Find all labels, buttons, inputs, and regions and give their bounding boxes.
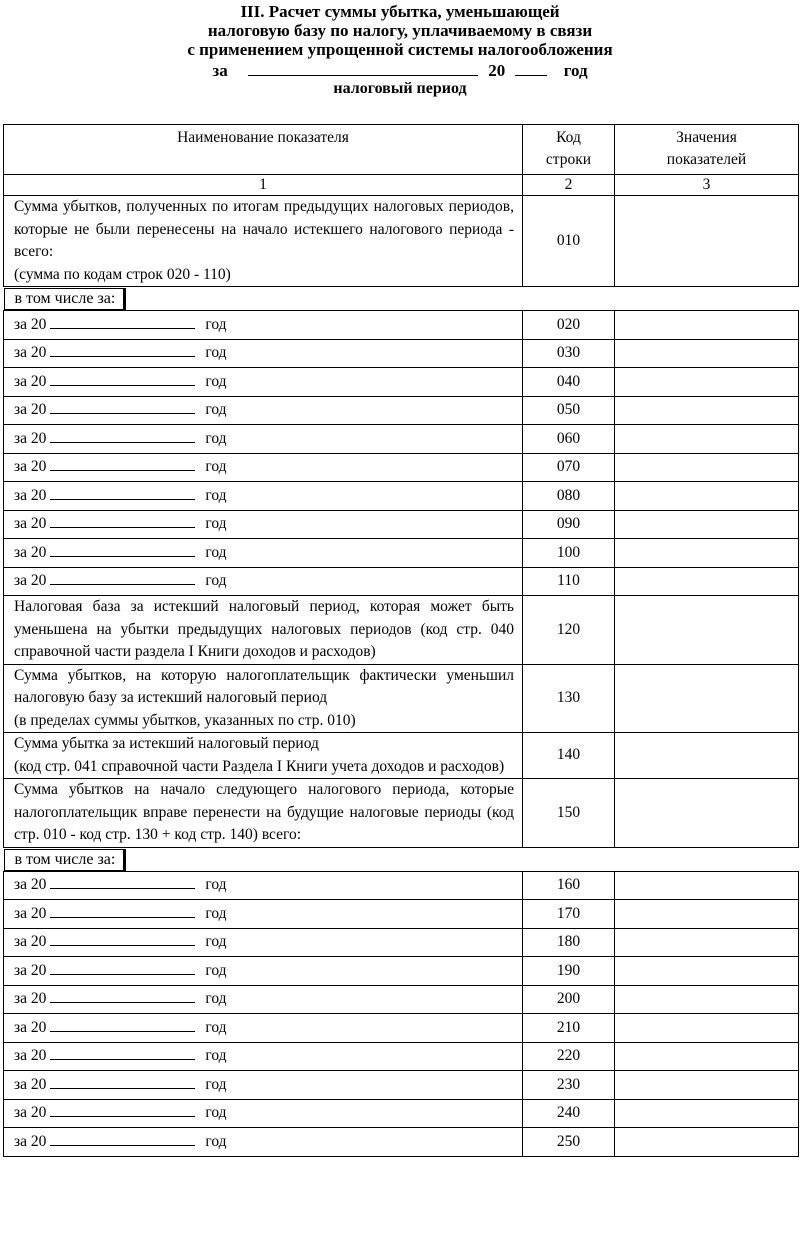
row-name xyxy=(4,985,523,1014)
year-prefix: за 20 xyxy=(14,572,47,589)
row-name xyxy=(4,849,124,870)
table-row xyxy=(4,1042,799,1071)
row-name xyxy=(4,539,523,568)
row-name-text: Сумма убытка за истекший налоговый период xyxy=(14,735,319,752)
year-prefix: за 20 xyxy=(14,876,47,893)
row-value-cell[interactable] xyxy=(125,289,126,310)
section-title-line-2: налоговую базу по налогу, уплачиваемому в связи xyxy=(207,21,593,40)
row-value-cell[interactable] xyxy=(615,396,799,425)
row-code: 120 xyxy=(523,596,615,665)
year-suffix: год xyxy=(205,990,227,1007)
col-number-1: 1 xyxy=(4,175,523,196)
row-code: 030 xyxy=(523,339,615,368)
year-prefix: за 20 xyxy=(14,1075,47,1093)
row-name xyxy=(4,482,523,511)
row-value-cell[interactable] xyxy=(615,985,799,1014)
table-row xyxy=(4,985,799,1014)
header-line-code xyxy=(523,125,615,175)
period-year-blank[interactable] xyxy=(515,59,547,76)
row-value-cell[interactable] xyxy=(615,596,799,665)
table-row xyxy=(4,900,799,929)
table-row xyxy=(4,849,523,871)
row-value-cell[interactable] xyxy=(615,957,799,986)
row-name-text: в том числе за: xyxy=(14,850,116,868)
row-value-cell[interactable] xyxy=(615,453,799,482)
year-blank[interactable] xyxy=(50,513,195,528)
row-name xyxy=(4,664,523,733)
year-blank[interactable] xyxy=(50,1074,195,1089)
table-row xyxy=(4,1128,799,1157)
row-name-text: Налоговая база за истекший налоговый период, которая может быть уменьшена на убытки предыдущих налоговых периодов (код стр. 040 справочной части раздела I Книги доходов и расходов) xyxy=(14,598,514,660)
row-name-text: в том числе за: xyxy=(14,290,116,307)
period-line xyxy=(0,59,800,79)
row-value-cell[interactable] xyxy=(615,1014,799,1043)
row-code: 170 xyxy=(523,900,615,929)
row-value-cell[interactable] xyxy=(615,900,799,929)
year-suffix: год xyxy=(205,933,227,950)
year-prefix: за 20 xyxy=(14,429,47,447)
header-values-text: Значения показателей xyxy=(666,129,747,168)
row-value-cell[interactable] xyxy=(615,928,799,957)
table-row xyxy=(4,957,799,986)
section-title-line-3: с применением упрощенной системы налогообложения xyxy=(187,40,613,59)
header-indicator-name: Наименование показателя xyxy=(4,125,523,175)
table-row xyxy=(4,425,799,454)
header-values xyxy=(615,125,799,175)
table-row xyxy=(4,596,799,665)
year-suffix: год xyxy=(205,543,227,561)
row-code: 240 xyxy=(523,1099,615,1128)
table-row xyxy=(4,664,799,733)
row-code: 140 xyxy=(523,733,615,779)
year-suffix: год xyxy=(205,429,227,447)
row-name xyxy=(4,339,523,368)
row-code: 130 xyxy=(523,664,615,733)
year-blank[interactable] xyxy=(50,874,195,889)
row-value-cell[interactable] xyxy=(615,871,799,900)
row-code: 080 xyxy=(523,482,615,511)
year-suffix: год xyxy=(205,486,227,504)
row-name-text: (в пределах суммы убытков, указанных по стр. 010) xyxy=(14,711,356,729)
year-suffix: год xyxy=(205,572,227,589)
row-name-text: (сумма по кодам строк 020 - 110) xyxy=(14,265,231,283)
year-prefix: за 20 xyxy=(14,904,47,922)
col-number-2: 2 xyxy=(523,175,615,196)
row-code: 230 xyxy=(523,1071,615,1100)
year-blank[interactable] xyxy=(50,542,195,557)
row-name xyxy=(4,596,523,665)
year-prefix: за 20 xyxy=(14,372,47,390)
row-name-text: (код стр. 041 справочной части Раздела I Книги учета доходов и расходов) xyxy=(14,757,505,775)
year-prefix: за 20 xyxy=(14,1132,47,1150)
period-year-prefix: 20 xyxy=(488,61,506,80)
row-value-cell[interactable] xyxy=(615,196,799,287)
year-suffix: год xyxy=(205,1132,227,1150)
row-name xyxy=(4,928,523,957)
row-code: 100 xyxy=(523,539,615,568)
row-value-cell[interactable] xyxy=(125,849,126,870)
year-blank[interactable] xyxy=(50,1045,195,1060)
row-value-cell[interactable] xyxy=(615,1099,799,1128)
row-value-cell[interactable] xyxy=(615,368,799,397)
year-suffix: год xyxy=(205,1047,227,1064)
year-prefix: за 20 xyxy=(14,990,47,1007)
row-code: 070 xyxy=(523,453,615,482)
row-value-cell[interactable] xyxy=(615,733,799,779)
row-code: 020 xyxy=(523,311,615,340)
year-blank[interactable] xyxy=(50,342,195,357)
year-suffix: год xyxy=(205,515,227,532)
year-prefix: за 20 xyxy=(14,1047,47,1064)
row-code: 210 xyxy=(523,1014,615,1043)
row-name xyxy=(4,396,523,425)
table-row xyxy=(4,368,799,397)
year-suffix: год xyxy=(205,1018,227,1036)
year-prefix: за 20 xyxy=(14,933,47,950)
row-code: 160 xyxy=(523,871,615,900)
table-row xyxy=(4,871,799,900)
row-code: 180 xyxy=(523,928,615,957)
row-code: 010 xyxy=(523,196,615,287)
period-suffix: год xyxy=(563,61,588,80)
table-row xyxy=(4,453,799,482)
row-name xyxy=(4,1128,523,1157)
year-prefix: за 20 xyxy=(14,401,47,418)
row-name xyxy=(4,1099,523,1128)
year-prefix: за 20 xyxy=(14,315,47,333)
year-prefix: за 20 xyxy=(14,1104,47,1121)
year-blank[interactable] xyxy=(50,428,195,443)
row-value-cell[interactable] xyxy=(615,339,799,368)
year-prefix: за 20 xyxy=(14,543,47,561)
year-suffix: год xyxy=(205,961,227,979)
year-blank[interactable] xyxy=(50,988,195,1003)
row-name xyxy=(4,196,523,287)
year-suffix: год xyxy=(205,1104,227,1121)
table-row xyxy=(4,339,799,368)
row-code: 050 xyxy=(523,396,615,425)
row-name-text: Сумма убытков на начало следующего налогового периода, которые налогоплательщик вправе перенести на будущие налоговые периоды (код стр. 010 - код стр. 130 + код стр. 140) всего: xyxy=(14,781,514,843)
table-row xyxy=(4,928,799,957)
section-title-line-1: III. Расчет суммы убытка, уменьшающей xyxy=(240,2,560,21)
row-value-cell[interactable] xyxy=(615,1042,799,1071)
period-prefix: за xyxy=(212,61,228,80)
row-value-cell[interactable] xyxy=(615,664,799,733)
row-name xyxy=(4,368,523,397)
table-row xyxy=(4,482,799,511)
row-value-cell[interactable] xyxy=(615,425,799,454)
table-row xyxy=(4,733,799,779)
table-row xyxy=(4,567,799,596)
row-name xyxy=(4,1042,523,1071)
table-row xyxy=(4,311,799,340)
year-suffix: год xyxy=(205,315,227,333)
year-suffix: год xyxy=(205,401,227,418)
year-prefix: за 20 xyxy=(14,961,47,979)
table-row xyxy=(4,779,799,848)
year-blank[interactable] xyxy=(50,903,195,918)
row-name xyxy=(4,311,523,340)
year-blank[interactable] xyxy=(50,485,195,500)
year-prefix: за 20 xyxy=(14,515,47,532)
year-suffix: год xyxy=(205,458,227,475)
year-suffix: год xyxy=(205,904,227,922)
row-name xyxy=(4,453,523,482)
header-line-code-text: Код строки xyxy=(545,129,592,168)
table-row xyxy=(4,396,799,425)
row-code: 090 xyxy=(523,510,615,539)
table-row xyxy=(4,288,523,310)
year-blank[interactable] xyxy=(50,570,195,585)
row-name xyxy=(4,957,523,986)
section-header xyxy=(0,0,800,98)
year-prefix: за 20 xyxy=(14,344,47,361)
year-prefix: за 20 xyxy=(14,486,47,504)
year-suffix: год xyxy=(205,344,227,361)
year-blank[interactable] xyxy=(50,1131,195,1146)
year-prefix: за 20 xyxy=(14,458,47,475)
row-name xyxy=(4,510,523,539)
row-value-cell[interactable] xyxy=(615,779,799,848)
year-blank[interactable] xyxy=(50,314,195,329)
row-name xyxy=(4,1071,523,1100)
row-value-cell[interactable] xyxy=(615,539,799,568)
row-value-cell[interactable] xyxy=(615,510,799,539)
row-value-cell[interactable] xyxy=(615,482,799,511)
year-blank[interactable] xyxy=(50,1017,195,1032)
table-row xyxy=(4,196,799,287)
row-code: 190 xyxy=(523,957,615,986)
year-blank[interactable] xyxy=(50,931,195,946)
year-blank[interactable] xyxy=(50,1102,195,1117)
year-blank[interactable] xyxy=(50,960,195,975)
year-prefix: за 20 xyxy=(14,1018,47,1036)
row-code: 110 xyxy=(523,567,615,596)
row-name xyxy=(4,289,124,310)
row-code: 040 xyxy=(523,368,615,397)
year-suffix: год xyxy=(205,372,227,390)
row-name xyxy=(4,425,523,454)
row-name-text: Сумма убытков, на которую налогоплательщик фактически уменьшил налоговую базу за истекший налоговый период xyxy=(14,666,514,706)
table-row xyxy=(4,1099,799,1128)
row-code: 220 xyxy=(523,1042,615,1071)
row-name xyxy=(4,900,523,929)
row-code: 060 xyxy=(523,425,615,454)
table-row xyxy=(4,1014,799,1043)
loss-calculation-table xyxy=(3,124,799,1157)
row-value-cell[interactable] xyxy=(615,311,799,340)
row-value-cell[interactable] xyxy=(615,1071,799,1100)
row-code: 200 xyxy=(523,985,615,1014)
period-name-blank[interactable] xyxy=(248,59,478,76)
row-name xyxy=(4,871,523,900)
row-name xyxy=(4,733,523,779)
row-value-cell[interactable] xyxy=(615,567,799,596)
year-blank[interactable] xyxy=(50,399,195,414)
row-name xyxy=(4,779,523,848)
table-row xyxy=(4,510,799,539)
year-suffix: год xyxy=(205,876,227,893)
year-blank[interactable] xyxy=(50,371,195,386)
table-row xyxy=(4,1071,799,1100)
row-value-cell[interactable] xyxy=(615,1128,799,1157)
year-blank[interactable] xyxy=(50,456,195,471)
col-number-3: 3 xyxy=(615,175,799,196)
period-caption: налоговый период xyxy=(333,80,467,97)
year-suffix: год xyxy=(205,1075,227,1093)
row-name-text: Сумма убытков, полученных по итогам предыдущих налоговых периодов, которые не были перенесены на начало истекшего налогового периода - всего: xyxy=(14,198,514,260)
row-name xyxy=(4,1014,523,1043)
row-code: 150 xyxy=(523,779,615,848)
table-row xyxy=(4,539,799,568)
row-code: 250 xyxy=(523,1128,615,1157)
row-name xyxy=(4,567,523,596)
